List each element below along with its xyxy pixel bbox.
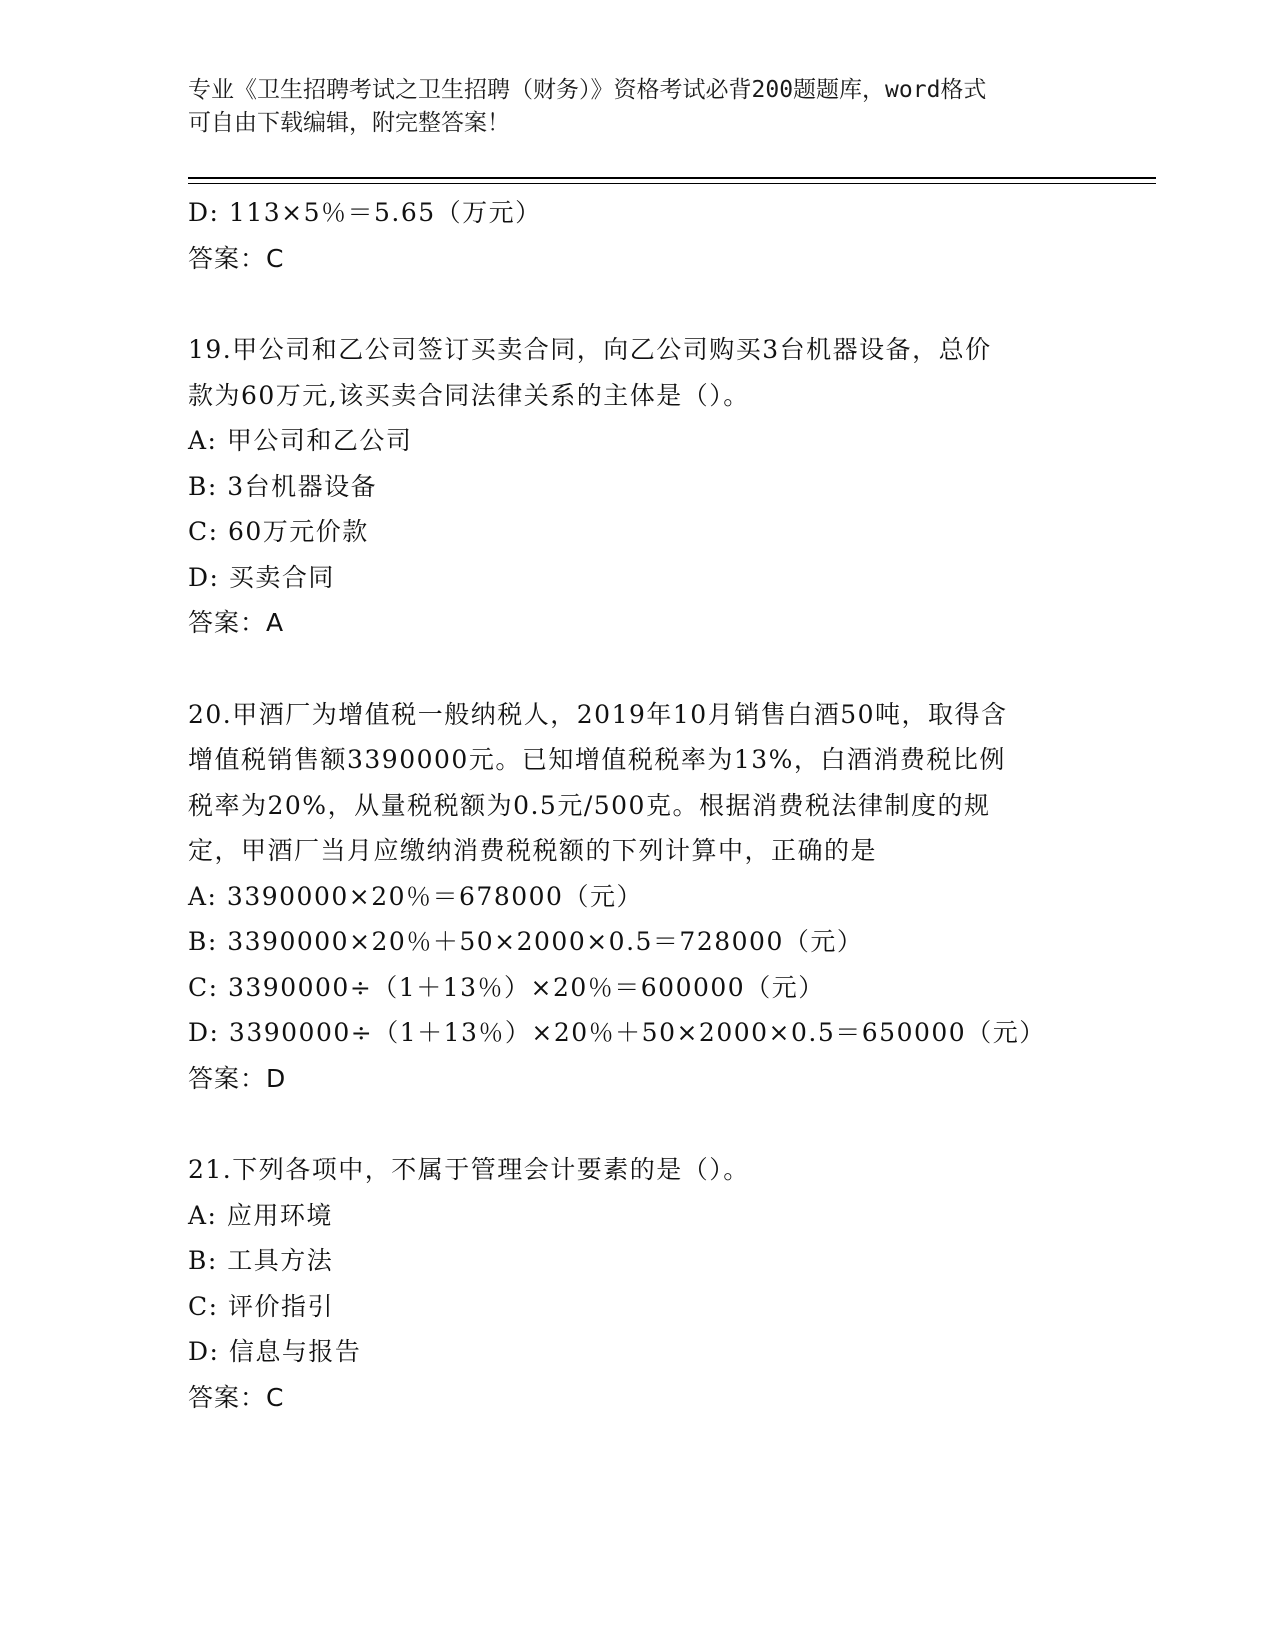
header-divider xyxy=(188,177,1156,179)
spacer xyxy=(188,1101,1088,1147)
option-d: D: 3390000÷（1＋13％）×20％＋50×2000×0.5＝650000（元） xyxy=(188,1018,1046,1047)
question-text: 税率为20%，从量税税额为0.5元/500克。根据消费税法律制度的规 xyxy=(188,790,991,820)
spacer xyxy=(188,281,1088,327)
document-body xyxy=(188,190,1088,1420)
question-text: 20.甲酒厂为增值税一般纳税人，2019年10月销售白酒50吨，取得含 xyxy=(188,699,1008,729)
option-a: A: 应用环境 xyxy=(188,1200,333,1230)
answer-label: 答案：A xyxy=(188,608,285,637)
option-c: C: 3390000÷（1＋13％）×20％＝600000（元） xyxy=(188,972,825,1002)
header-divider-thin xyxy=(188,183,1156,184)
option-c: C: 评价指引 xyxy=(188,1291,334,1321)
option-a: A: 3390000×20％＝678000（元） xyxy=(188,881,643,911)
option-c: C: 60万元价款 xyxy=(188,517,369,546)
answer-label: 答案：C xyxy=(188,243,285,273)
question-text: 19.甲公司和乙公司签订买卖合同，向乙公司购买3台机器设备，总价 xyxy=(188,335,992,364)
header-line: 可自由下载编辑，附完整答案！ xyxy=(188,110,510,136)
question-text: 增值税销售额3390000元。已知增值税税率为13%，白酒消费税比例 xyxy=(188,745,1006,774)
answer-label: 答案：C xyxy=(188,1382,285,1412)
question-text: 21.下列各项中，不属于管理会计要素的是（）。 xyxy=(188,1155,750,1184)
answer-label: 答案：D xyxy=(188,1063,287,1093)
spacer xyxy=(188,646,1088,692)
option-a: A: 甲公司和乙公司 xyxy=(188,426,413,455)
question-text: 定，甲酒厂当月应缴纳消费税税额的下列计算中，正确的是 xyxy=(188,836,878,865)
question-20 xyxy=(188,692,1088,1102)
page-header xyxy=(188,74,1068,140)
header-line: 专业《卫生招聘考试之卫生招聘（财务）》资格考试必背200题题库，word格式 xyxy=(188,77,987,103)
question-21 xyxy=(188,1147,1088,1420)
option-b: B: 3390000×20％＋50×2000×0.5＝728000（元） xyxy=(188,927,864,956)
option-d: D: 买卖合同 xyxy=(188,562,335,592)
question-19 xyxy=(188,327,1088,646)
question-18-tail xyxy=(188,190,1088,281)
option-b: B: 3台机器设备 xyxy=(188,471,378,501)
option-d: D: 信息与报告 xyxy=(188,1337,362,1366)
option-b: B: 工具方法 xyxy=(188,1246,334,1275)
option-d: D: 113×5％＝5.65（万元） xyxy=(188,198,542,227)
question-text: 款为60万元,该买卖合同法律关系的主体是（）。 xyxy=(188,380,750,410)
